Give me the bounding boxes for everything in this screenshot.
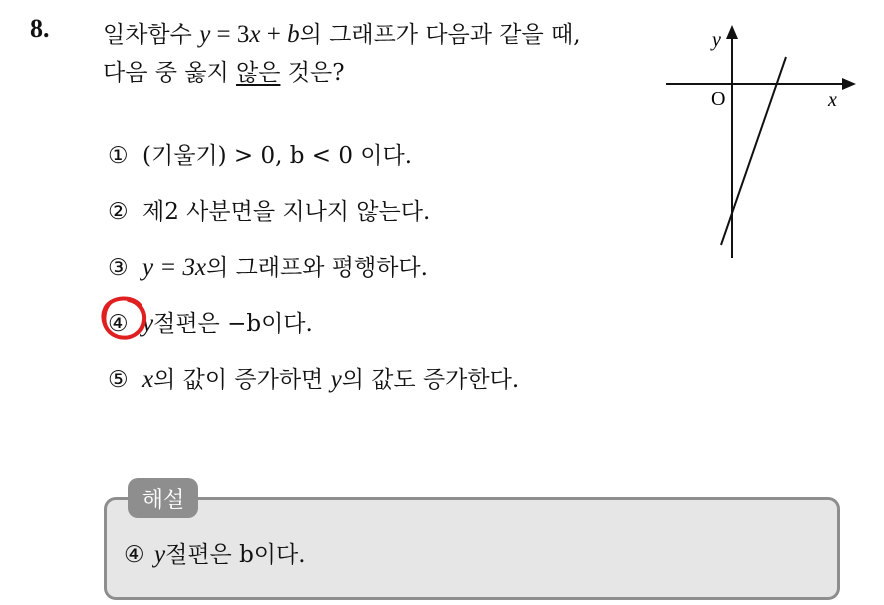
solution-body: 절편은 b이다. (165, 542, 306, 568)
question-text: 일차함수 (103, 22, 192, 48)
option-marker: ② (108, 199, 129, 225)
option-text: 제2 사분면을 지나지 않는다. (142, 199, 431, 225)
solution-text (124, 536, 306, 569)
option-text: 의 그래프와 평행하다. (206, 255, 428, 281)
option-variable-y: y (330, 366, 342, 393)
equation-b: b (287, 21, 300, 48)
option-1[interactable] (108, 137, 412, 170)
x-axis-arrow-icon (842, 78, 856, 90)
option-text: (기울기) > 0, b < 0 이다. (142, 143, 413, 169)
option-3[interactable] (108, 249, 428, 282)
origin-label: O (711, 88, 726, 110)
option-variable: y (142, 310, 154, 337)
solution-tab: 해설 (128, 478, 198, 518)
underlined-word: 않은 (236, 60, 281, 86)
option-2[interactable] (108, 193, 430, 226)
function-graph (662, 22, 858, 262)
solution-marker: ④ (124, 542, 145, 568)
option-text: 절편은 −b이다. (153, 311, 313, 337)
y-axis-label: y (712, 29, 721, 51)
question-text-end: 의 그래프가 다음과 같을 때, (299, 22, 581, 48)
equation-mid: = 3 (210, 21, 250, 48)
question-line-2 (103, 54, 345, 87)
question-line-1 (103, 16, 581, 49)
equation-y: y (199, 21, 211, 48)
x-axis-label: x (828, 89, 837, 111)
solution-variable: y (154, 541, 166, 568)
option-text-mid: 의 값이 증가하면 (153, 367, 331, 393)
option-text: 의 값도 증가한다. (341, 367, 520, 393)
question-text-2b: 것은? (280, 60, 345, 86)
option-marker: ③ (108, 255, 129, 281)
y-axis-arrow-icon (726, 25, 738, 39)
equation-x: x (249, 21, 261, 48)
equation-plus: + (260, 21, 288, 48)
option-marker: ④ (108, 311, 129, 337)
option-equation: y = 3x (142, 254, 207, 281)
option-marker: ⑤ (108, 367, 129, 393)
answer-circle-icon (99, 293, 149, 343)
option-variable-x: x (142, 366, 154, 393)
function-line (721, 57, 786, 245)
question-text-2a: 다음 중 옳지 (103, 60, 237, 86)
option-marker: ① (108, 143, 129, 169)
question-number: 8. (30, 14, 50, 43)
option-5[interactable] (108, 361, 519, 394)
